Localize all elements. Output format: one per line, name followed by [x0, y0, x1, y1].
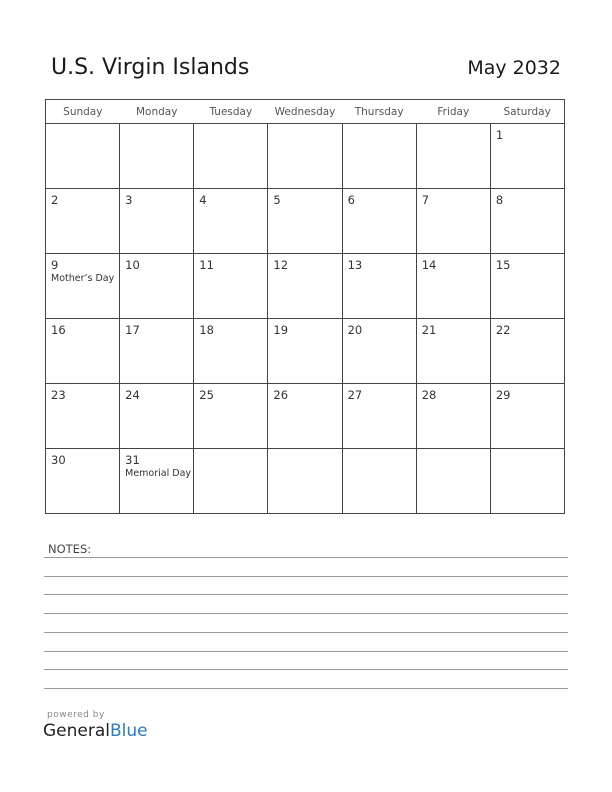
day-cell	[46, 124, 120, 189]
day-cell	[342, 124, 416, 189]
day-number: 9	[51, 258, 59, 272]
day-cell	[268, 254, 342, 319]
day-cell	[46, 384, 120, 449]
day-number: 20	[347, 323, 363, 337]
day-cell	[490, 384, 564, 449]
day-number: 5	[273, 193, 281, 207]
holiday-label: Mother’s Day	[51, 273, 115, 284]
day-cell	[268, 384, 342, 449]
day-number: 7	[421, 193, 430, 207]
week-row	[46, 449, 565, 514]
day-cell	[120, 384, 194, 449]
day-number: 24	[125, 388, 140, 402]
day-cell	[268, 319, 342, 384]
day-number: 14	[421, 258, 437, 272]
brand-blue-text: Blue	[110, 721, 148, 741]
day-number: 6	[347, 193, 355, 207]
calendar-title: U.S. Virgin Islands	[51, 55, 250, 80]
day-cell	[416, 189, 490, 254]
day-number: 2	[51, 193, 59, 207]
day-cell	[120, 254, 194, 319]
day-cell	[194, 319, 268, 384]
day-cell	[268, 449, 342, 514]
day-cell	[194, 124, 268, 189]
powered-by-text: powered by	[47, 710, 105, 720]
day-cell	[194, 189, 268, 254]
day-cell	[194, 254, 268, 319]
day-number: 18	[199, 323, 214, 337]
day-number: 29	[495, 388, 511, 402]
brand-general-text: General	[43, 721, 110, 741]
day-number: 15	[495, 258, 511, 272]
day-cell	[46, 189, 120, 254]
day-cell	[416, 254, 490, 319]
day-cell	[268, 189, 342, 254]
notes-label: NOTES:	[48, 542, 92, 556]
day-number: 23	[51, 388, 66, 402]
day-number: 22	[495, 323, 511, 337]
day-cell	[490, 124, 564, 189]
day-cell	[46, 449, 120, 514]
day-number: 1	[495, 128, 504, 142]
day-cell	[194, 449, 268, 514]
day-cell	[342, 189, 416, 254]
note-line	[44, 576, 568, 577]
weekday-sunday: Sunday	[46, 100, 120, 124]
weekday-thursday: Thursday	[342, 100, 416, 124]
day-number: 28	[421, 388, 437, 402]
note-line	[44, 613, 568, 614]
day-number: 31	[125, 453, 140, 467]
week-row	[46, 189, 565, 254]
day-cell	[120, 319, 194, 384]
day-number: 13	[347, 258, 363, 272]
note-line	[44, 594, 568, 595]
note-line	[44, 651, 568, 652]
day-number: 26	[273, 388, 289, 402]
generalblue-logo	[43, 721, 148, 741]
day-cell	[342, 319, 416, 384]
day-cell	[120, 449, 194, 514]
day-cell	[490, 189, 564, 254]
day-cell	[46, 319, 120, 384]
day-number: 21	[421, 323, 437, 337]
day-number: 30	[51, 453, 66, 467]
day-cell	[416, 449, 490, 514]
note-line	[44, 557, 568, 558]
day-cell	[490, 319, 564, 384]
day-number: 25	[199, 388, 214, 402]
day-number: 16	[51, 323, 66, 337]
day-number: 11	[199, 258, 214, 272]
day-number: 17	[125, 323, 140, 337]
day-cell	[120, 189, 194, 254]
week-row	[46, 319, 565, 384]
calendar-body	[46, 124, 565, 514]
weekday-tuesday: Tuesday	[194, 100, 268, 124]
week-row	[46, 384, 565, 449]
weekday-friday: Friday	[416, 100, 490, 124]
day-cell	[416, 319, 490, 384]
day-number: 10	[125, 258, 140, 272]
note-line	[44, 688, 568, 689]
day-cell	[268, 124, 342, 189]
weekday-header-row	[46, 100, 565, 124]
note-line	[44, 632, 568, 633]
day-number: 12	[273, 258, 289, 272]
day-cell	[194, 384, 268, 449]
weekday-saturday: Saturday	[490, 100, 564, 124]
day-cell	[342, 449, 416, 514]
week-row	[46, 124, 565, 189]
day-number: 19	[273, 323, 289, 337]
weekday-wednesday: Wednesday	[268, 100, 342, 124]
note-line	[44, 669, 568, 670]
day-cell	[120, 124, 194, 189]
week-row	[46, 254, 565, 319]
day-cell	[342, 254, 416, 319]
day-number: 27	[347, 388, 363, 402]
day-number: 3	[125, 193, 133, 207]
day-cell	[490, 449, 564, 514]
day-cell	[46, 254, 120, 319]
calendar-grid	[45, 99, 565, 514]
day-cell	[416, 384, 490, 449]
day-cell	[416, 124, 490, 189]
day-number: 4	[199, 193, 207, 207]
calendar-month: May 2032	[467, 57, 561, 79]
holiday-label: Memorial Day	[125, 468, 192, 479]
weekday-monday: Monday	[120, 100, 194, 124]
day-number: 8	[495, 193, 504, 207]
day-cell	[342, 384, 416, 449]
day-cell	[490, 254, 564, 319]
